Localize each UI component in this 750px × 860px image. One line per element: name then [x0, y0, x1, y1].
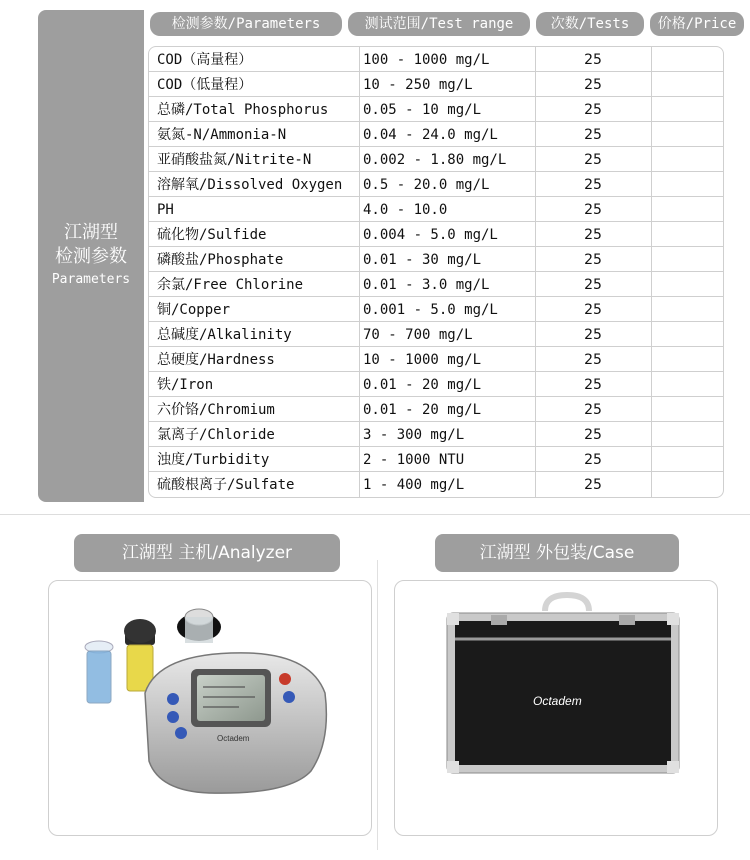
param-cell: 磷酸盐/Phosphate: [157, 252, 284, 268]
case-caption-text: 江湖型 外包装/Case: [479, 543, 635, 563]
tests-cell: 25: [584, 252, 602, 268]
range-cell: 0.04 - 24.0 mg/L: [363, 127, 498, 143]
blue-vial: [85, 641, 113, 703]
table-row: [149, 447, 723, 472]
price-cell: [651, 472, 724, 497]
left-up-button-icon: [167, 693, 179, 705]
param-cell: 总硬度/Hardness: [157, 352, 275, 368]
price-cell: [651, 197, 724, 222]
param-cell: 溶解氧/Dissolved Oxygen: [157, 177, 343, 193]
tests-cell: 25: [584, 152, 602, 168]
header-test-range: 测试范围/Test range: [348, 12, 530, 36]
range-cell: 0.01 - 3.0 mg/L: [363, 277, 490, 293]
param-cell: 亚硝酸盐氮/Nitrite-N: [157, 152, 312, 168]
tests-cell: 25: [584, 202, 602, 218]
side-label: [38, 10, 144, 502]
range-cell: 1 - 400 mg/L: [363, 477, 465, 493]
lcd-screen: [197, 675, 265, 721]
param-cell: 铁/Iron: [157, 377, 214, 393]
table-row: [149, 197, 723, 222]
range-cell: 70 - 700 mg/L: [363, 327, 473, 343]
tests-cell: 25: [584, 52, 602, 68]
price-cell: [651, 122, 724, 147]
price-cell: [651, 297, 724, 322]
table-row: [149, 97, 723, 122]
param-cell: 氯离子/Chloride: [157, 427, 275, 443]
analyzer-illustration: [49, 581, 372, 836]
range-cell: 2 - 1000 NTU: [363, 452, 465, 468]
price-cell: [651, 147, 724, 172]
price-cell: [651, 97, 724, 122]
range-cell: 0.01 - 20 mg/L: [363, 402, 482, 418]
header-price: 价格/Price: [650, 12, 744, 36]
param-cell: COD（高量程）: [157, 52, 253, 68]
analyzer-caption-text: 江湖型 主机/Analyzer: [121, 543, 293, 563]
param-cell: COD（低量程）: [157, 77, 253, 93]
analyzer-brand-label: Octadem: [217, 734, 250, 743]
table-row: [149, 322, 723, 347]
param-cell: 氨氮-N/Ammonia-N: [157, 127, 287, 143]
table-row: [149, 347, 723, 372]
param-cell: 总磷/Total Phosphorus: [157, 102, 329, 118]
param-cell: 总碱度/Alkalinity: [157, 327, 292, 343]
param-cell: 硫酸根离子/Sulfate: [157, 477, 295, 493]
case-illustration: [395, 581, 718, 836]
tests-cell: 25: [584, 352, 602, 368]
section-divider: [0, 514, 750, 515]
tests-cell: 25: [584, 102, 602, 118]
range-cell: 0.004 - 5.0 mg/L: [363, 227, 498, 243]
range-cell: 4.0 - 10.0: [363, 202, 448, 218]
case-latch-icon: [619, 615, 635, 625]
tests-cell: 25: [584, 327, 602, 343]
price-cell: [651, 397, 724, 422]
range-cell: 0.001 - 5.0 mg/L: [363, 302, 498, 318]
price-cell: [651, 347, 724, 372]
left-down-button-icon: [167, 711, 179, 723]
range-cell: 3 - 300 mg/L: [363, 427, 465, 443]
tests-cell: 25: [584, 302, 602, 318]
param-cell: 浊度/Turbidity: [157, 452, 270, 468]
range-cell: 0.002 - 1.80 mg/L: [363, 152, 507, 168]
table-row: [149, 372, 723, 397]
table-headers: [0, 12, 750, 36]
price-cell: [651, 72, 724, 97]
range-cell: 0.05 - 10 mg/L: [363, 102, 482, 118]
tests-cell: 25: [584, 427, 602, 443]
parameters-table: [148, 46, 724, 498]
table-row: [149, 122, 723, 147]
tests-cell: 25: [584, 77, 602, 93]
price-cell: [651, 322, 724, 347]
enter-button-icon: [175, 727, 187, 739]
range-cell: 10 - 250 mg/L: [363, 77, 473, 93]
center-divider: [377, 560, 378, 850]
case-caption: [435, 534, 679, 572]
range-cell: 0.5 - 20.0 mg/L: [363, 177, 490, 193]
table-row: [149, 47, 723, 72]
price-cell: [651, 172, 724, 197]
table-row: [149, 172, 723, 197]
header-tests: 次数/Tests: [536, 12, 644, 36]
price-cell: [651, 247, 724, 272]
case-handle-icon: [545, 595, 589, 611]
range-cell: 10 - 1000 mg/L: [363, 352, 482, 368]
tests-cell: 25: [584, 127, 602, 143]
tests-cell: 25: [584, 177, 602, 193]
tests-cell: 25: [584, 277, 602, 293]
table-row: [149, 247, 723, 272]
range-cell: 0.01 - 30 mg/L: [363, 252, 482, 268]
table-row: [149, 72, 723, 97]
table-row: [149, 222, 723, 247]
param-cell: PH: [157, 202, 174, 218]
header-parameters: 检测参数/Parameters: [150, 12, 342, 36]
range-cell: 0.01 - 20 mg/L: [363, 377, 482, 393]
case-latch-icon: [491, 615, 507, 625]
price-cell: [651, 447, 724, 472]
price-cell: [651, 47, 724, 72]
tests-cell: 25: [584, 452, 602, 468]
right-button-icon: [283, 691, 295, 703]
tests-cell: 25: [584, 402, 602, 418]
param-cell: 六价铬/Chromium: [157, 402, 275, 418]
table-row: [149, 297, 723, 322]
table-row: [149, 397, 723, 422]
side-label-line1: 江湖型: [64, 222, 118, 243]
range-cell: 100 - 1000 mg/L: [363, 52, 490, 68]
case-panel: [455, 621, 671, 765]
sample-chamber: [177, 609, 221, 643]
price-cell: [651, 372, 724, 397]
table-row: [149, 272, 723, 297]
analyzer-photo: [48, 580, 372, 836]
power-button-icon: [279, 673, 291, 685]
table-row: [149, 422, 723, 447]
case-brand-label: Octadem: [533, 694, 582, 708]
tests-cell: 25: [584, 377, 602, 393]
table-row: [149, 147, 723, 172]
side-label-line2: 检测参数: [55, 246, 127, 267]
analyzer-caption: [74, 534, 340, 572]
side-label-line3: Parameters: [51, 272, 131, 287]
price-cell: [651, 422, 724, 447]
param-cell: 铜/Copper: [157, 302, 231, 318]
tests-cell: 25: [584, 227, 602, 243]
table-row: [149, 472, 723, 497]
tests-cell: 25: [584, 477, 602, 493]
param-cell: 硫化物/Sulfide: [157, 227, 267, 243]
price-cell: [651, 272, 724, 297]
price-cell: [651, 222, 724, 247]
param-cell: 余氯/Free Chlorine: [157, 277, 304, 293]
case-photo: [394, 580, 718, 836]
